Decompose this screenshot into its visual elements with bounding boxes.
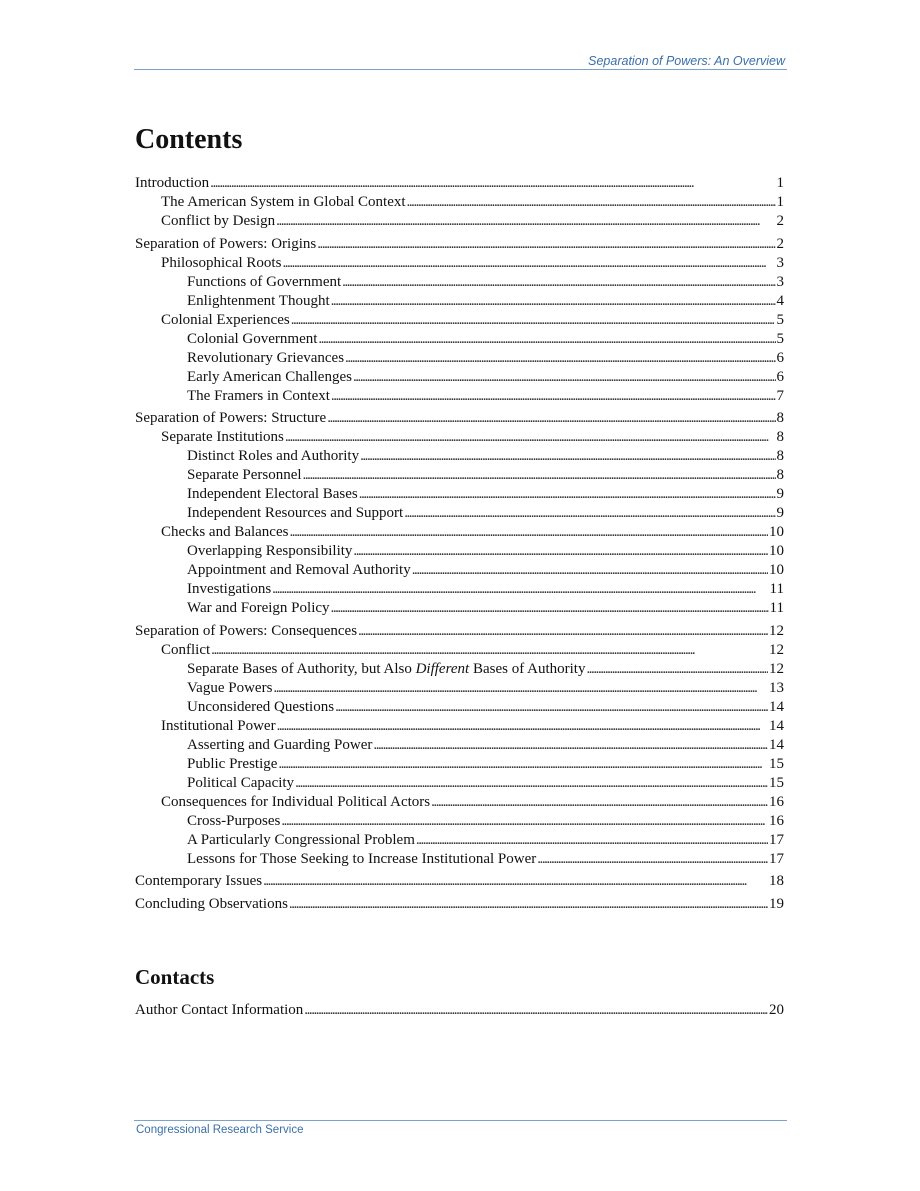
toc-entry[interactable] [135, 254, 784, 273]
toc-entry-label [187, 660, 585, 679]
toc-entry-page: 12 [769, 641, 784, 658]
toc-entry-page: 17 [769, 850, 784, 867]
toc-entry-label: Cross-Purposes [187, 812, 281, 829]
toc-dot-leader [318, 330, 775, 349]
toc-entry-page: 2 [776, 213, 784, 229]
toc-entry-page: 15 [769, 774, 784, 791]
toc-dot-leader [295, 774, 768, 793]
toc-dot-leader [412, 561, 768, 580]
toc-entry-page: 8 [776, 410, 784, 426]
toc-entry[interactable] [135, 736, 784, 755]
toc-entry[interactable] [135, 872, 784, 891]
toc-entry-page: 16 [769, 793, 784, 810]
toc-dot-leader [358, 622, 768, 641]
toc-entry-label: Lessons for Those Seeking to Increase Institutional Power [187, 850, 537, 867]
toc-dot-leader [404, 504, 775, 523]
toc-entry[interactable] [135, 523, 784, 542]
toc-entry-page: 3 [776, 273, 784, 290]
running-header-title: Separation of Powers: An Overview [588, 54, 785, 68]
toc-entry-page: 12 [769, 622, 784, 639]
toc-entry[interactable] [135, 504, 784, 523]
toc-entry-label: Colonial Government [187, 330, 318, 347]
toc-entry-page: 10 [769, 543, 784, 559]
toc-entry-page: 6 [776, 349, 784, 366]
toc-entry[interactable] [135, 561, 784, 580]
toc-entry[interactable] [135, 679, 784, 698]
toc-entry-label-part: Separate Bases of Authority, but Also [187, 660, 416, 677]
header-rule [134, 69, 787, 70]
toc-entry[interactable] [135, 349, 784, 368]
toc-dot-leader [353, 368, 776, 387]
toc-entry[interactable] [135, 387, 784, 406]
toc-dot-leader [416, 831, 768, 850]
toc-entry[interactable] [135, 368, 784, 387]
toc-entry-label: Separation of Powers: Origins [135, 235, 317, 252]
toc-entry-page: 17 [769, 831, 784, 848]
toc-dot-leader [291, 311, 776, 330]
toc-entry[interactable] [135, 174, 784, 193]
toc-entry-label: Separation of Powers: Consequences [135, 622, 358, 639]
toc-dot-leader [345, 349, 775, 368]
toc-dot-leader [407, 193, 776, 212]
toc-dot-leader [331, 387, 776, 406]
toc-dot-leader [282, 254, 775, 273]
toc-dot-leader [431, 793, 768, 812]
toc-dot-leader [276, 212, 775, 231]
toc-dot-leader [285, 428, 776, 447]
toc-entry[interactable] [135, 273, 784, 292]
toc-dot-leader [273, 679, 768, 698]
toc-entry-page: 11 [769, 600, 784, 616]
toc-entry[interactable] [135, 330, 784, 349]
toc-entry-label: Conflict by Design [161, 213, 276, 229]
toc-entry-page: 19 [769, 895, 784, 912]
toc-entry[interactable] [135, 755, 784, 774]
contacts-list [135, 1001, 784, 1020]
toc-entry-label: Appointment and Removal Authority [187, 562, 411, 578]
toc-entry-label: Overlapping Responsibility [187, 543, 353, 559]
toc-entry-page: 10 [769, 562, 784, 578]
toc-entry-page: 15 [769, 755, 784, 772]
toc-entry-page: 11 [769, 581, 784, 597]
toc-entry[interactable] [135, 698, 784, 717]
toc-dot-leader [359, 485, 776, 504]
toc-entry-page: 14 [769, 736, 784, 753]
toc-entry-label: Functions of Government [187, 273, 342, 290]
toc-entry-page: 1 [776, 194, 784, 210]
toc-entry-label: The American System in Global Context [161, 194, 406, 210]
toc-dot-leader [272, 580, 768, 599]
toc-entry-label: Checks and Balances [161, 524, 289, 540]
toc-entry[interactable] [135, 774, 784, 793]
toc-entry-page: 2 [776, 235, 784, 252]
toc-entry-page: 14 [769, 717, 784, 734]
toc-entry-label: Conflict [161, 641, 211, 658]
toc-entry[interactable] [135, 831, 784, 850]
toc-entry[interactable] [135, 212, 784, 231]
footer-organization: Congressional Research Service [136, 1124, 304, 1136]
toc-dot-leader [281, 812, 768, 831]
toc-dot-leader [278, 755, 768, 774]
toc-entry[interactable] [135, 660, 784, 679]
toc-entry-label: Institutional Power [161, 717, 276, 734]
toc-entry-label: Asserting and Guarding Power [187, 736, 373, 753]
toc-entry-page: 1 [776, 175, 784, 191]
toc-entry-page: 3 [776, 254, 784, 271]
toc-dot-leader [289, 523, 768, 542]
toc-entry-label: War and Foreign Policy [187, 600, 330, 616]
toc-entry[interactable] [135, 1001, 784, 1020]
toc-entry[interactable] [135, 850, 784, 869]
toc-entry-label: A Particularly Congressional Problem [187, 831, 415, 848]
toc-entry-page: 8 [776, 429, 784, 445]
toc-entry[interactable] [135, 599, 784, 618]
footer-rule [134, 1120, 787, 1121]
toc-dot-leader [210, 174, 775, 193]
toc-entry-label: Investigations [187, 581, 272, 597]
toc-entry-label: Consequences for Individual Political Actors [161, 793, 431, 810]
toc-entry[interactable] [135, 466, 784, 485]
toc-entry-label: Separate Personnel [187, 467, 302, 483]
toc-entry-label: Separate Institutions [161, 429, 284, 445]
toc-entry-page: 16 [769, 812, 784, 829]
toc-entry-page: 14 [769, 698, 784, 715]
toc-entry-label: Independent Resources and Support [187, 505, 404, 521]
toc-dot-leader [211, 641, 768, 660]
toc-dot-leader [331, 292, 776, 311]
toc-entry-label: Enlightenment Thought [187, 292, 330, 309]
toc-entry-page: 10 [769, 524, 784, 540]
toc-entry-label: Public Prestige [187, 755, 278, 772]
contacts-heading: Contacts [135, 965, 215, 989]
toc-entry-page: 5 [776, 330, 784, 347]
toc-entry-page: 20 [769, 1002, 784, 1018]
toc-entry-page: 7 [776, 387, 784, 404]
contents-heading: Contents [135, 124, 243, 155]
toc-entry-page: 5 [776, 311, 784, 328]
toc-entry-label-emphasis: Different [415, 660, 470, 677]
toc-entry-label: Contemporary Issues [135, 873, 263, 889]
toc-entry-label: Unconsidered Questions [187, 698, 335, 715]
toc-dot-leader [304, 1001, 768, 1020]
toc-entry[interactable] [135, 717, 784, 736]
toc-dot-leader [327, 409, 775, 428]
toc-dot-leader [360, 447, 775, 466]
toc-entry-label: Revolutionary Grievances [187, 349, 345, 366]
toc-entry[interactable] [135, 641, 784, 660]
toc-entry-page: 8 [776, 448, 784, 464]
toc-entry[interactable] [135, 622, 784, 641]
toc-dot-leader [277, 717, 768, 736]
toc-dot-leader [303, 466, 776, 485]
toc-dot-leader [335, 698, 768, 717]
toc-entry[interactable] [135, 580, 784, 599]
toc-entry-label: Introduction [135, 175, 210, 191]
toc-dot-leader [289, 895, 768, 914]
toc-entry-label: Vague Powers [187, 679, 273, 696]
toc-entry[interactable] [135, 409, 784, 428]
toc-entry-page: 9 [776, 486, 784, 502]
toc-entry-label: Early American Challenges [187, 368, 352, 385]
toc-entry-label: Political Capacity [187, 774, 295, 791]
toc-dot-leader [317, 235, 775, 254]
toc-dot-leader [586, 660, 768, 679]
toc-entry-label-part: Bases of Authority [469, 660, 586, 677]
toc-entry-page: 9 [776, 505, 784, 521]
toc-entry-label: Author Contact Information [135, 1002, 304, 1018]
toc-entry[interactable] [135, 428, 784, 447]
toc-dot-leader [263, 872, 768, 891]
toc-entry-label: Concluding Observations [135, 895, 288, 912]
toc-entry[interactable] [135, 812, 784, 831]
toc-entry[interactable] [135, 447, 784, 466]
toc-entry[interactable] [135, 311, 784, 330]
toc-entry[interactable] [135, 895, 784, 914]
toc-entry[interactable] [135, 793, 784, 812]
toc-dot-leader [331, 599, 769, 618]
toc-dot-leader [342, 273, 775, 292]
toc-entry[interactable] [135, 542, 784, 561]
table-of-contents [135, 174, 784, 914]
toc-entry-page: 13 [769, 679, 784, 696]
toc-entry-page: 8 [776, 467, 784, 483]
toc-entry[interactable] [135, 485, 784, 504]
toc-entry-label: Independent Electoral Bases [187, 486, 358, 502]
toc-entry[interactable] [135, 235, 784, 254]
toc-entry[interactable] [135, 292, 784, 311]
toc-dot-leader [537, 850, 768, 869]
toc-entry-page: 12 [769, 660, 784, 677]
toc-entry-page: 6 [776, 368, 784, 385]
toc-entry-label: Distinct Roles and Authority [187, 448, 360, 464]
toc-entry-page: 4 [776, 292, 784, 309]
toc-entry-label: The Framers in Context [187, 387, 330, 404]
toc-entry-label: Philosophical Roots [161, 254, 282, 271]
toc-entry[interactable] [135, 193, 784, 212]
toc-dot-leader [353, 542, 768, 561]
toc-entry-label: Colonial Experiences [161, 311, 290, 328]
toc-entry-label: Separation of Powers: Structure [135, 410, 327, 426]
toc-dot-leader [373, 736, 768, 755]
toc-entry-page: 18 [769, 873, 784, 889]
